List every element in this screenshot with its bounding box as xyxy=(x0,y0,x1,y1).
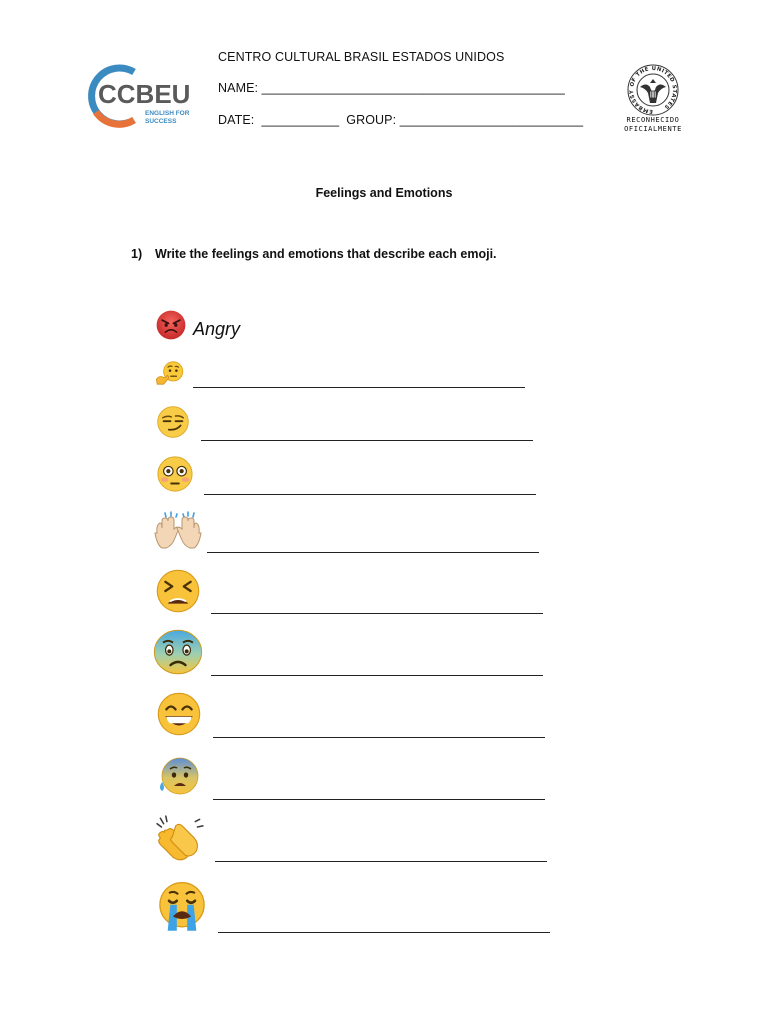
angry-face-icon xyxy=(155,309,187,341)
grinning-face-icon xyxy=(156,691,202,737)
name-field xyxy=(218,81,565,95)
seal-caption-1: RECONHECIDO xyxy=(626,116,680,124)
example-answer: Angry xyxy=(193,319,241,339)
instruction-text: Write the feelings and emotions that describe each emoji. xyxy=(155,247,497,261)
seal-emblem-icon xyxy=(620,60,686,116)
answer-line-9[interactable] xyxy=(215,861,547,862)
name-label: NAME: xyxy=(218,81,259,95)
answer-line-1[interactable] xyxy=(193,387,525,388)
svg-text:EMBASSY OF THE UNITED STATES xyxy=(629,66,677,114)
answer-line-3[interactable] xyxy=(204,494,536,495)
clapping-hands-icon xyxy=(153,815,207,863)
loudly-crying-face-icon xyxy=(153,880,211,932)
ccbeu-logo xyxy=(82,64,194,128)
date-group-field xyxy=(218,113,583,127)
answer-line-2[interactable] xyxy=(201,440,533,441)
group-blank: __________________________ xyxy=(399,113,584,127)
answer-line-7[interactable] xyxy=(213,737,545,738)
seal-ring-text: EMBASSY OF THE UNITED STATES xyxy=(628,65,678,115)
answer-line-8[interactable] xyxy=(213,799,545,800)
logo-text: CCBEU xyxy=(98,79,191,109)
school-name: CENTRO CULTURAL BRASIL ESTADOS UNIDOS xyxy=(218,50,505,64)
answer-line-5[interactable] xyxy=(211,613,543,614)
answer-line-6[interactable] xyxy=(211,675,543,676)
smirking-face-icon xyxy=(156,405,190,439)
group-label: GROUP: xyxy=(346,113,397,127)
raising-hands-icon xyxy=(154,511,202,551)
embassy-seal xyxy=(620,60,686,134)
page-title: Feelings and Emotions xyxy=(315,186,453,200)
flushed-face-icon xyxy=(156,455,194,493)
instruction xyxy=(131,247,497,261)
tired-face-icon xyxy=(155,568,201,614)
thinking-face-icon xyxy=(154,360,186,386)
name-blank: ___________________________________________ xyxy=(261,81,565,95)
answer-line-4[interactable] xyxy=(207,552,539,553)
date-blank: ___________ xyxy=(261,113,340,127)
date-label: DATE: xyxy=(218,113,255,127)
seal-caption-2: OFICIALMENTE xyxy=(624,125,682,133)
logo-tagline-2: SUCCESS xyxy=(145,118,177,125)
answer-line-10[interactable] xyxy=(218,932,550,933)
anxious-face-with-sweat-icon xyxy=(154,756,202,796)
fearful-face-icon xyxy=(153,629,203,675)
instruction-number: 1) xyxy=(131,247,143,261)
logo-tagline-1: ENGLISH FOR xyxy=(145,110,190,117)
